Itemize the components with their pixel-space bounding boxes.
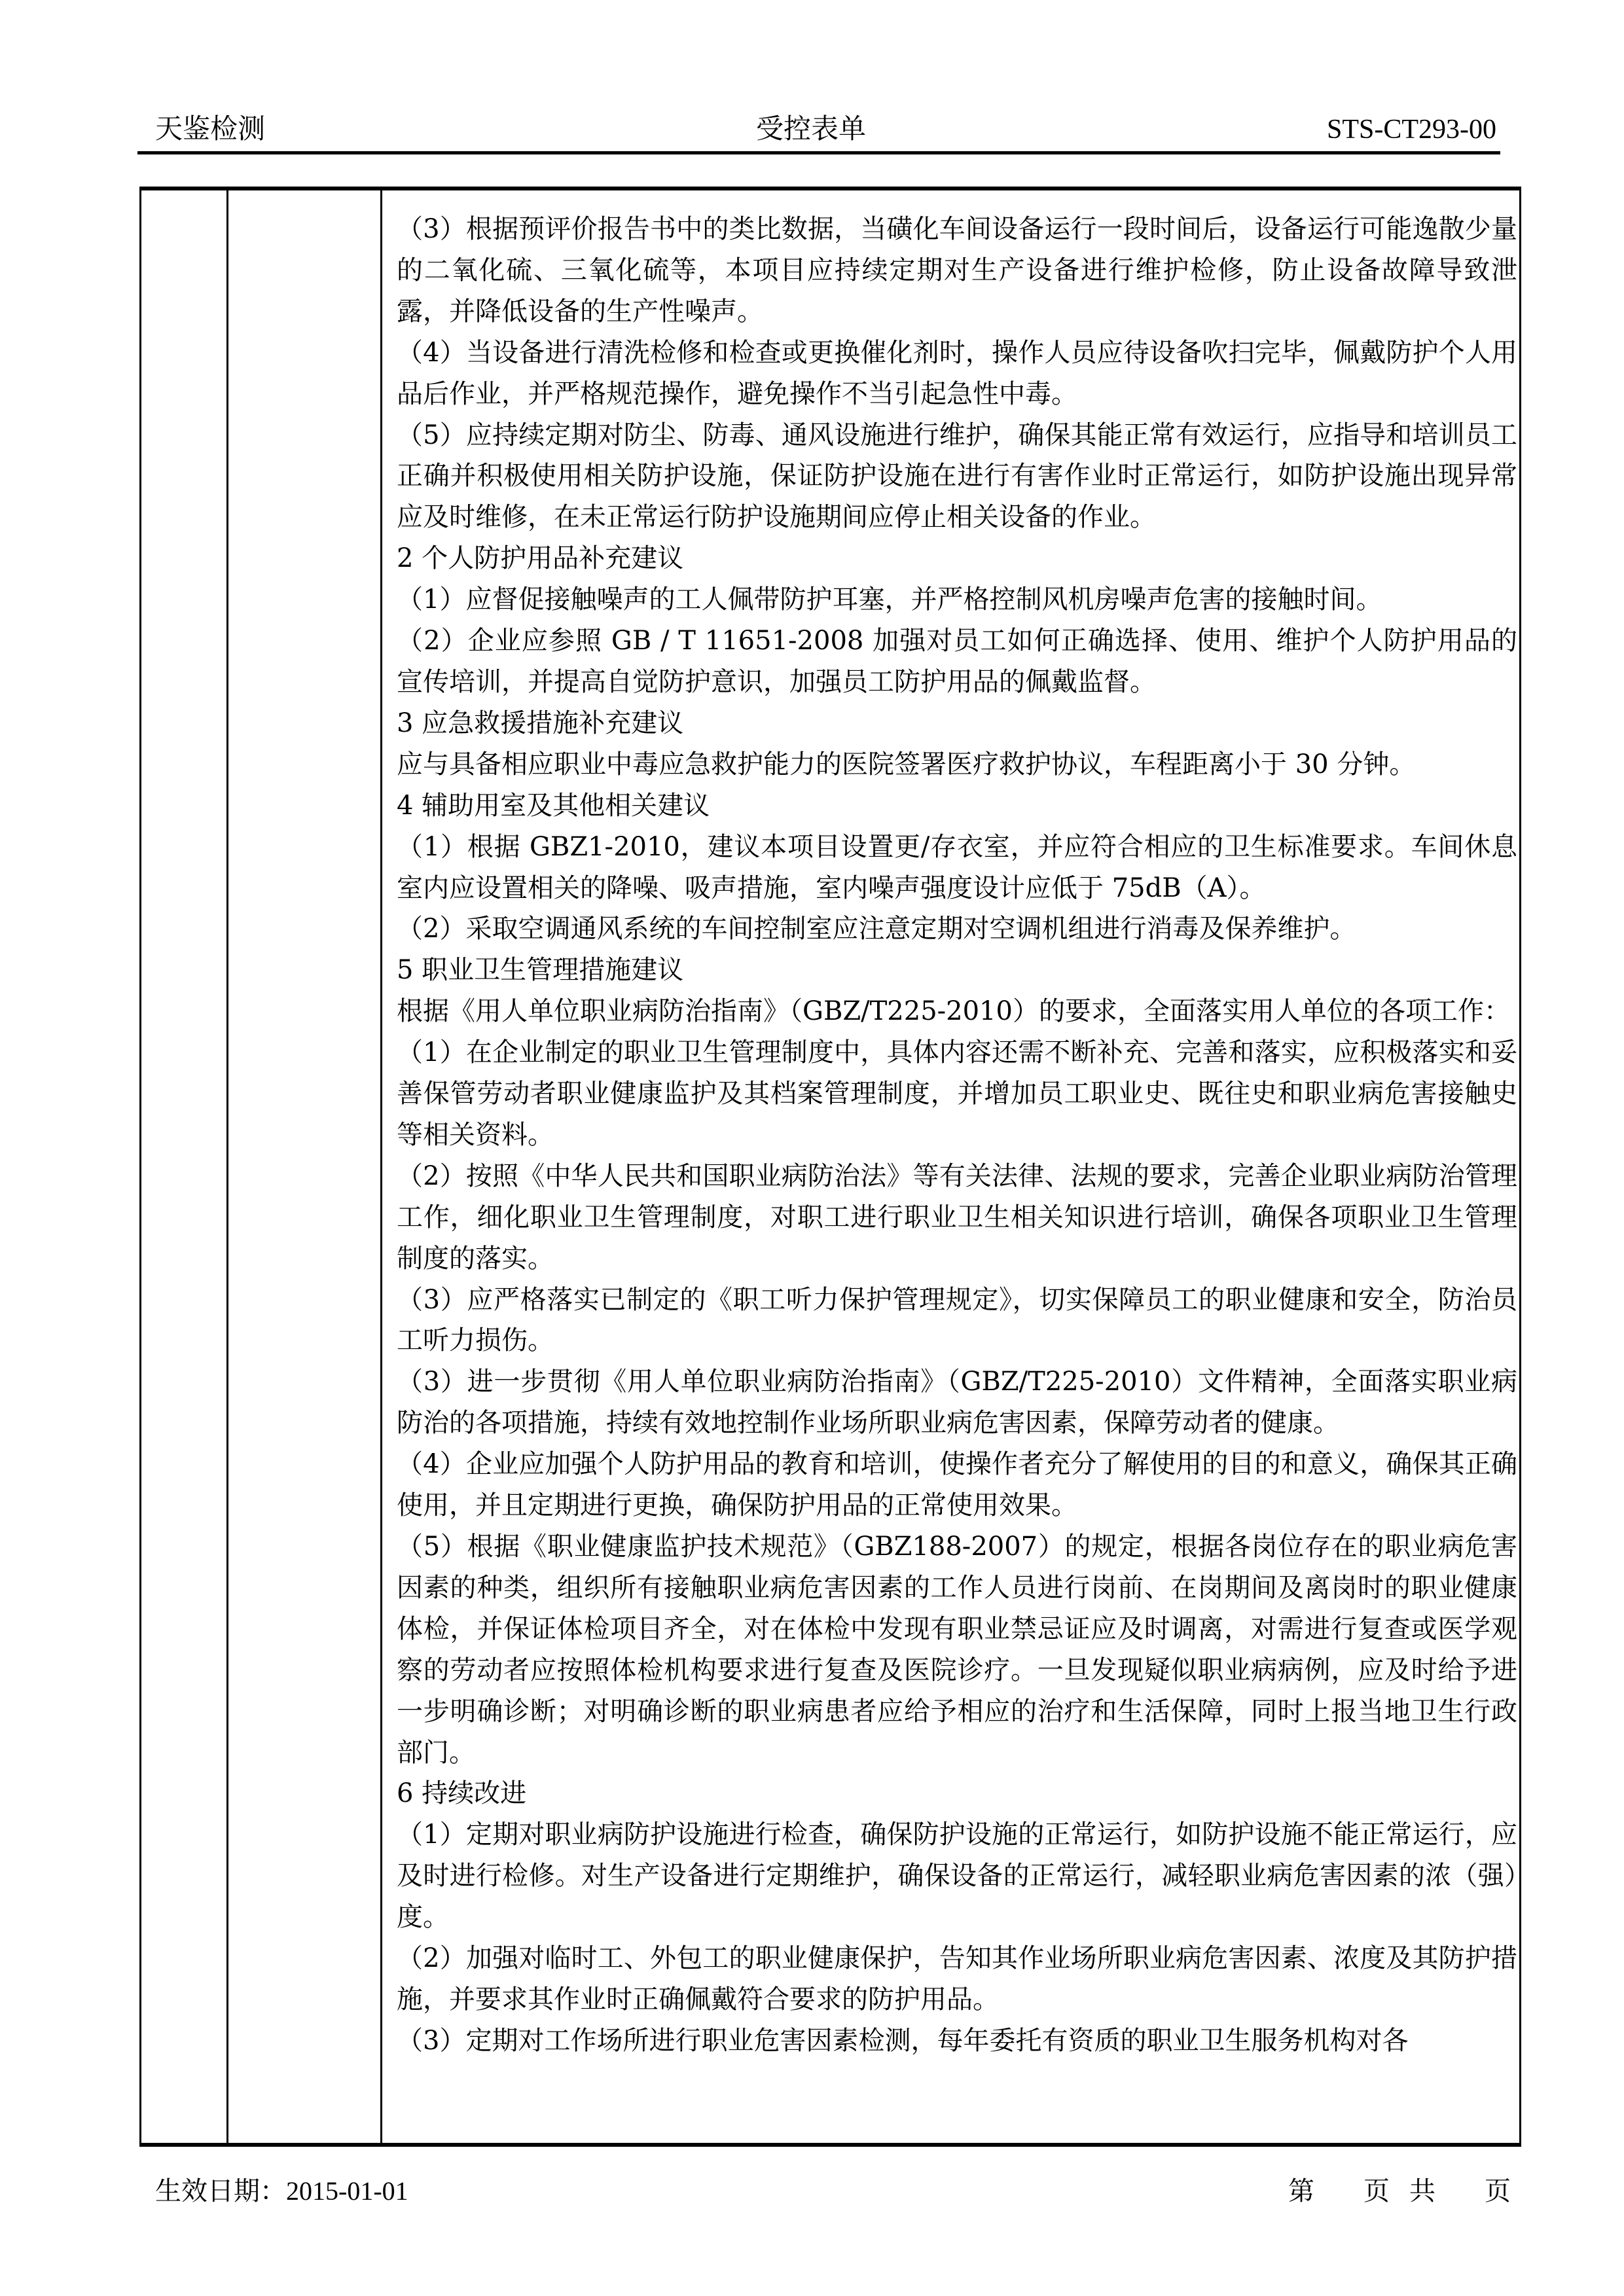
paragraph-item: 应与具备相应职业中毒应急救护能力的医院签署医疗救护协议，车程距离小于 30 分钟。 (397, 749, 1416, 780)
content-table (139, 187, 1521, 2147)
paragraph-item-3: （3）根据预评价报告书中的类比数据，当磺化车间设备运行一段时间后，设备运行可能逸散少量的二氧化硫、三氧化硫等，本项目应持续定期对生产设备进行维护检修，防止设备故障导致泄露，并降低设备的生产性噪声。 (397, 214, 1517, 327)
paragraph-item: （3）应严格落实已制定的《职工听力保护管理规定》，切实保障员工的职业健康和安全，防治员工听力损伤。 (397, 1284, 1517, 1356)
header-title: 受控表单 (756, 115, 867, 145)
column-divider-2 (380, 190, 382, 2143)
paragraph-item: （1）应督促接触噪声的工人佩带防护耳塞，并严格控制风机房噪声危害的接触时间。 (397, 584, 1382, 615)
footer-page-label-ye: 页 (1363, 2176, 1390, 2206)
paragraph-item-5: （5）应持续定期对防尘、防毒、通风设施进行维护，确保其能正常有效运行，应指导和培训员工正确并积极使用相关防护设施，保证防护设施在进行有害作业时正常运行，如防护设施出现异常应及时维修，在未正常运行防护设施期间应停止相关设备的作业。 (397, 420, 1517, 533)
paragraph-item: （1）在企业制定的职业卫生管理制度中，具体内容还需不断补充、完善和落实，应积极落实和妥善保管劳动者职业健康监护及其档案管理制度，并增加员工职业史、既往史和职业病危害接触史等相关资料。 (397, 1037, 1517, 1150)
paragraph-item: （1）根据 GBZ1-2010，建议本项目设置更/存衣室，并应符合相应的卫生标准要求。车间休息室内应设置相关的降噪、吸声措施，室内噪声强度设计应低于 75dB（A）。 (397, 831, 1517, 903)
section-heading-3: 3 应急救援措施补充建议 (397, 708, 684, 738)
header-rule (137, 151, 1500, 154)
footer-page-label-ye-total: 页 (1485, 2176, 1511, 2206)
footer-page-info (1288, 2173, 1511, 2210)
footer-page-label-gong: 共 (1409, 2176, 1435, 2206)
paragraph-item: （2）采取空调通风系统的车间控制室应注意定期对空调机组进行消毒及保养维护。 (397, 914, 1356, 944)
paragraph-item: （1）定期对职业病防护设施进行检查，确保防护设施的正常运行，如防护设施不能正常运行，应及时进行检修。对生产设备进行定期维护，确保设备的正常运行，减轻职业病危害因素的浓（强）度。 (397, 1820, 1517, 1933)
section-heading-5: 5 职业卫生管理措施建议 (397, 955, 684, 986)
paragraph-item: （4）企业应加强个人防护用品的教育和培训，使操作者充分了解使用的目的和意义，确保其正确使用，并且定期进行更换，确保防护用品的正常使用效果。 (397, 1449, 1517, 1521)
paragraph-item-4: （4）当设备进行清洗检修和检查或更换催化剂时，操作人员应待设备吹扫完毕，佩戴防护个人用品后作业，并严格规范操作，避免操作不当引起急性中毒。 (397, 337, 1517, 409)
paragraph-item: （3）定期对工作场所进行职业危害因素检测，每年委托有资质的职业卫生服务机构对各 (397, 2025, 1409, 2056)
paragraph-item: （2）加强对临时工、外包工的职业健康保护，告知其作业场所职业病危害因素、浓度及其防护措施，并要求其作业时正确佩戴符合要求的防护用品。 (397, 1943, 1517, 2015)
paragraph-item: （2）企业应参照 GB / T 11651-2008 加强对员工如何正确选择、使用、维护个人防护用品的宣传培训，并提高自觉防护意识，加强员工防护用品的佩戴监督。 (397, 626, 1517, 697)
paragraph-item: 根据《用人单位职业病防治指南》（GBZ/T225-2010）的要求，全面落实用人单位的各项工作： (397, 996, 1510, 1027)
header-doc-code: STS-CT293-00 (1326, 115, 1496, 145)
paragraph-item: （5）根据《职业健康监护技术规范》（GBZ188-2007）的规定，根据各岗位存在的职业病危害因素的种类，组织所有接触职业病危害因素的工作人员进行岗前、在岗期间及离岗时的职业健康体检，并保证体检项目齐全，对在体检中发现有职业禁忌证应及时调离，对需进行复查或医学观察的劳动者应按照体检机构要求进行复查及医院诊疗。一旦发现疑似职业病病例，应及时给予进一步明确诊断；对明确诊断的职业病患者应给予相应的治疗和生活保障，同时上报当地卫生行政部门。 (397, 1532, 1517, 1768)
section-heading-6: 6 持续改进 (397, 1778, 527, 1809)
column-divider-1 (226, 190, 228, 2143)
content-cell (397, 209, 1517, 2062)
section-heading-2: 2 个人防护用品补充建议 (397, 543, 684, 574)
paragraph-item: （2）按照《中华人民共和国职业病防治法》等有关法律、法规的要求，完善企业职业病防治管理工作，细化职业卫生管理制度，对职工进行职业卫生相关知识进行培训，确保各项职业卫生管理制度的落实。 (397, 1160, 1517, 1274)
footer-effective-date: 生效日期：2015-01-01 (155, 2176, 408, 2206)
paragraph-item: （3）进一步贯彻《用人单位职业病防治指南》（GBZ/T225-2010）文件精神，全面落实职业病防治的各项措施，持续有效地控制作业场所职业病危害因素，保障劳动者的健康。 (397, 1367, 1517, 1439)
footer-page-label-di: 第 (1288, 2176, 1314, 2206)
section-heading-4: 4 辅助用室及其他相关建议 (397, 790, 710, 821)
header-company: 天鉴检测 (155, 115, 266, 145)
